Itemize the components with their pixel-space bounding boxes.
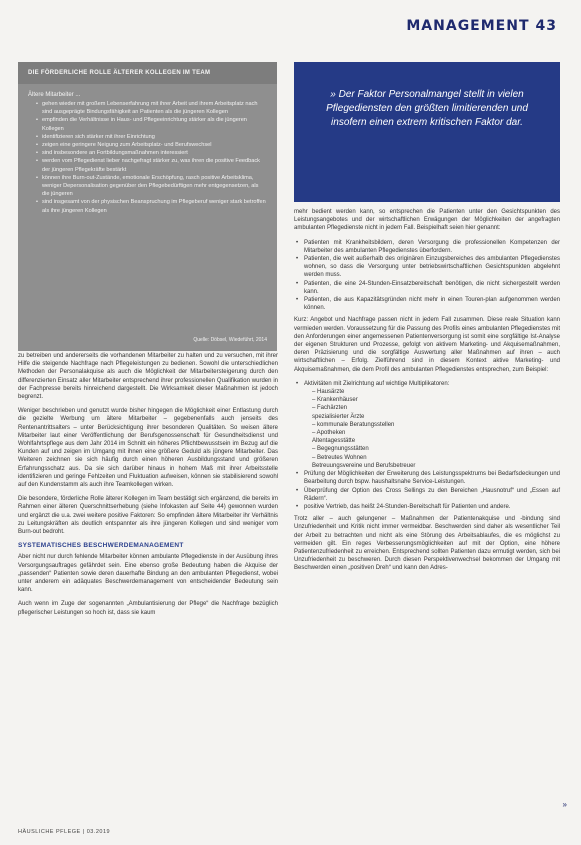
list-item: – kommunale Beratungsstellen <box>312 421 395 428</box>
continue-arrow-icon: » <box>562 800 567 809</box>
info-box-intro: Ältere Mitarbeiter ... <box>28 92 81 98</box>
list-item: • Überprüfung der Option des Cross Sellings zu den Bereichen „Hausnotruf“ und „Essen auf Rädern“. <box>294 487 560 503</box>
list-item: – Apotheken <box>312 430 346 437</box>
info-box-source: Quelle: Döbsel, Wiedeführt, 2014 <box>193 337 267 343</box>
paragraph: Kurz: Angebot und Nachfrage passen nicht in jedem Fall zusammen. Diese reale Situation kann vermieden werden. Voraussetzung für die Passung des Profils eines ambulanten Pflegedienstes mit den Anforderungen einer angemessenen Patientenversorgung ist somit eine sorgfältige Ist-Analyse der eigenen Strukturen und Prozesse, gefolgt von aktivem Marketing- und Akquisemaßnahmen, deren Präzisierung und die sorgfältige Auswertung aller Maßnahmen auf ihren – auch wirtschaftlichen – Erfolg. Zielführend sind in diesem Kontext aktive Marketing- und Akquisemaßnahmen, die dem Profil des ambulanten Pflegedienstes entsprechen, zum Beispiel: <box>294 317 560 373</box>
left-column <box>18 352 278 623</box>
section-title: MANAGEMENT <box>406 18 530 34</box>
list-item: – Fachärzten <box>312 405 348 412</box>
page-number: 43 <box>535 18 557 34</box>
paragraph: Auch wenn im Zuge der sogenannten „Ambulantisierung der Pflege“ die Nachfrage bezüglich pflegerischer Leistungen so hoch ist, dass sie kaum <box>18 601 278 616</box>
list-item: • Prüfung der Möglichkeiten der Erweiterung des Leistungsspektrums bei Bedarfsdeckungen und Bearbeitung durch bspw. haushaltsnahe Service-Leistungen. <box>294 470 560 486</box>
pull-quote: » Der Faktor Personalmangel stellt in vielen Pflegediensten den größten limitierenden und insofern einen extrem kritischen Faktor dar. <box>294 62 560 202</box>
list-item: • Patienten, die weit außerhalb des originären Einzugsbereiches des ambulanten Pflegedienstes wohnen, so dass die Versorgung unter betriebswirtschaftlichen Gesichtspunkten abgelehnt werden muss. <box>294 255 560 280</box>
list-item: • gehen wieder mit großem Lebenserfahrung mit ihrer Arbeit und ihrem Arbeitsplatz nach sind ausgeprägte Bindungsfähigkeit an Patienten als die jüngeren Kollegen <box>36 100 267 116</box>
page-header <box>406 18 557 34</box>
list-item: – Begegnungsstätten <box>312 446 369 453</box>
list-item: • zeigen eine geringere Neigung zum Arbeitsplatz- und Berufswechsel <box>36 141 267 149</box>
list-item: – Hausärzte <box>312 389 345 396</box>
paragraph: mehr bedient werden kann, so entsprechen die Patienten unter den Gesichtspunkten des Leistungsangebotes und der wirtschaftlichen Erwägungen der Möglichkeiten der angefragten ambulanten Pflegedienste nicht in jedem Fall. Beispielhaft seien hier genannt: <box>294 209 560 232</box>
paragraph: Die besondere, förderliche Rolle älterer Kollegen im Team bestätigt sich ergänzend, die bereits im Rahmen einer älteren Querschnittserhebung (siehe Infokasten auf Seite 44) gewonnen wurden und ergänzt die u.a. zwei weitere positive Faktoren: So empfinden ältere Mitarbeiter ihr Verhältnis zu Leitungskräften als deutlich entspannter als ihre jüngeren Kollegen und sind weniger vom Burn-out bedroht. <box>18 496 278 536</box>
info-box-list <box>28 100 267 215</box>
info-box <box>18 62 277 351</box>
right-column <box>294 208 560 579</box>
list-item: spezialisierter Ärzte <box>312 413 365 420</box>
list-item: • werden vom Pflegedienst lieber nachgefragt stärker zu, was ihren die positive Feedback der jüngeren Pflegekräfte bestärkt <box>36 157 267 173</box>
list-item: • Patienten, die eine 24-Stunden-Einsatzbereitschaft benötigen, die nicht sichergestellt werden kann. <box>294 280 560 296</box>
list-item: – Krankenhäuser <box>312 397 358 404</box>
paragraph: Trotz aller – auch gelungener – Maßnahmen der Patientenakquise und -bindung sind Unzufriedenheit und Kritik nicht immer vermeidbar. Beschwerden sind daher als wesentlicher Teil der Arbeit zu betrachten und nicht als eine Störung des Arbeitsablaufes, die es möglichst zu vermeiden gilt. Ein reges Verbesserungsmöglichkeiten auf mit der Option, eine höhere Patientenzufriedenheit zu erreichen. Entsprechend sollten Patienten dazu ermutigt werden, sich bei Unzufriedenheit zu beschweren. Durch diesen Perspektivenwechsel bekommen der Umgang mit Beschwerden einen „positiven Dreh“ und kann den Adres- <box>294 516 560 572</box>
list-item: Altentagesstätte <box>312 438 356 445</box>
list-item: • empfinden die Verhältnisse in Haus- und Pflegeeinrichtung stärker als die jüngeren Kollegen <box>36 116 267 132</box>
list-item: • können ihre Burn-out-Zustände, emotionale Erschöpfung, rasch positive Arbeitsklima, weniger Depersonalisation gegenüber den Pflegebedürftigen mehr entgegensetzen, als die jüngeren <box>36 174 267 199</box>
list-item: • sind insbesondere an Fortbildungsmaßnahmen interessiert <box>36 149 267 157</box>
paragraph: zu betreiben und andererseits die vorhandenen Mitarbeiter zu halten und zu versuchen, mit ihrer Hilfe die steigende Nachfrage nach Pflegeleistungen zu bedienen. Sowohl die unterschiedlichen Methoden der Personalakquise als auch die Möglichkeit der Mitarbeitersteigerung durch den differenzierten Einsatz aller Mitarbeiter entsprechend ihrer professionellen Qualifikation wurden in der Fachpresse bereits hinreichend dargestellt. Die Wirksamkeit dieser Maßnahmen ist jedoch begrenzt. <box>18 353 278 401</box>
info-box-title: DIE FÖRDERLICHE ROLLE ÄLTERER KOLLEGEN IM TEAM <box>18 62 277 84</box>
list-item: • Patienten mit Krankheitsbildern, deren Versorgung die professionellen Kompetenzen der Mitarbeiter des ambulanten Pflegedienstes überfordern. <box>294 239 560 255</box>
list-item: Betreuungsvereine und Berufsbetreuer <box>312 462 416 469</box>
bullet-list <box>294 239 560 313</box>
list-item: • Patienten, die aus Kapazitätsgründen nicht mehr in einen Touren-plan aufgenommen werden können. <box>294 296 560 312</box>
list-item: – Betreutes Wohnen <box>312 454 367 461</box>
paragraph: Aber nicht nur durch fehlende Mitarbeiter können ambulante Pflegedienste in der Ausübung ihres Versorgungsauftrages gefährdet sein. Eine ebenso große Bedeutung haben die Akquise der „passenden“ Patienten sowie deren dauerhafte Bindung an den ambulanten Pflegedienst, wobei unter anderem ein adäquates Beschwerdemanagement von entscheidender Bedeutung sein kann. <box>18 554 278 594</box>
list-item: • positive Vertrieb, das heißt 24-Stunden-Bereitschaft für Patienten und andere. <box>294 503 560 511</box>
list-item: • identifizieren sich stärker mit ihrer Einrichtung <box>36 133 267 141</box>
section-heading: SYSTEMATISCHES BESCHWERDEMANAGEMENT <box>18 542 184 550</box>
bullet-list <box>294 380 560 511</box>
list-item: • Aktivitäten mit Zielrichtung auf wichtige Multiplikatoren: <box>294 380 560 388</box>
paragraph: Weniger beschrieben und genutzt wurde bisher hingegen die Möglichkeit einer Entlastung durch die gezielte Werbung um ältere Mitarbeiter – gegebenenfalls auch jenseits des Rentenantrittsalters – unter Berücksichtigung ihrer besonderen Qualitäten. So weisen ältere Mitarbeiter laut einer Veröffentlichung der Berufsgenossenschaft für Gesundheitsdienst und Wohlfahrtspflege aus dem Jahr 2014 im Schnitt ein höheres Pflichtbewusstsein im Bezug auf die Kunden auf und zeigen im Umgang mit ihnen eine größere Geduld als jüngere Mitarbeiter. Das Weiteren zeichnen sie sich häufig durch einen höheren Ausbildungsstand und größeren Erfahrungsschatz aus. Da sie sich darüber hinaus in hohem Maß mit ihrer Arbeitsstelle identifizieren und geringe Fehlzeiten und Fluktuation aufweisen, können sie stabilisierend sowohl auf den Kundenstamm als auch ihre Teamkollegen wirken. <box>18 408 278 489</box>
footer: HÄUSLICHE PFLEGE | 03.2019 <box>18 829 111 835</box>
list-item: • sind insgesamt von der physischen Beanspruchung im Pflegeberuf weniger stark betroffen als ihre jüngeren Kollegen <box>36 198 267 214</box>
